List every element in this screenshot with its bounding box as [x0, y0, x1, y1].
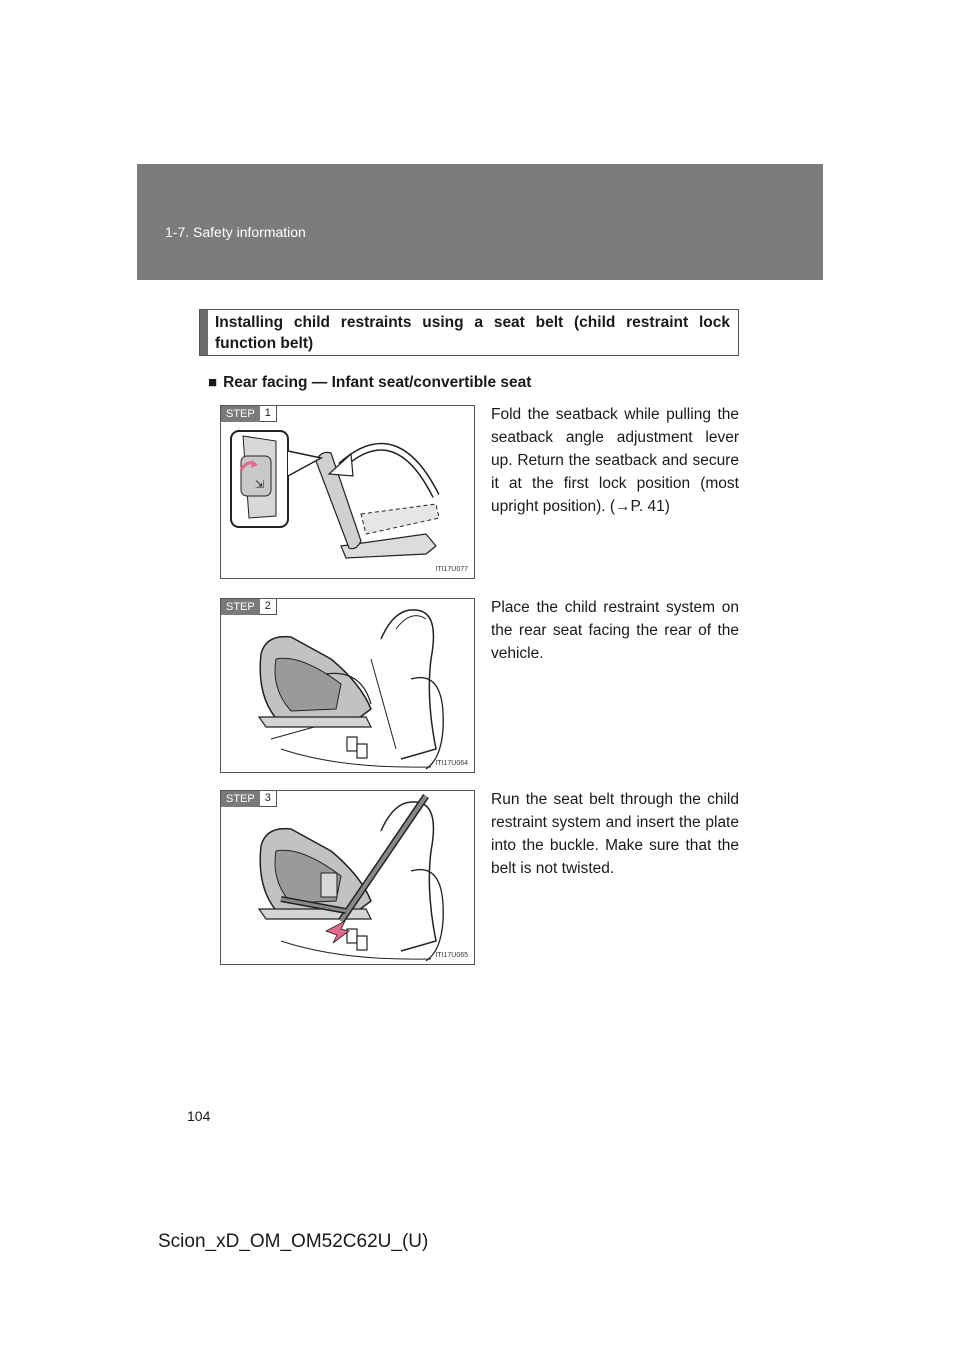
step-number: 2 [260, 599, 277, 615]
step-badge-label: STEP [221, 406, 260, 422]
section-label: 1-7. Safety information [165, 224, 306, 240]
step-badge-label: STEP [221, 791, 260, 807]
step-number: 1 [260, 406, 277, 422]
subheading-text: Rear facing — Infant seat/convertible seat [223, 374, 532, 391]
figure-code: ITI17U065 [435, 952, 468, 959]
step-2-figure [220, 598, 475, 773]
subheading [208, 374, 531, 392]
seat-belt-routing-illustration [221, 791, 474, 964]
section-heading-box [199, 309, 739, 356]
step-1-figure [220, 405, 475, 579]
seatback-fold-illustration [221, 406, 474, 578]
figure-code: ITI17U077 [435, 566, 468, 573]
page-number: 104 [187, 1108, 211, 1124]
document-code: Scion_xD_OM_OM52C62U_(U) [158, 1231, 429, 1252]
svg-text:⇲: ⇲ [255, 478, 265, 491]
step-3-badge [221, 791, 277, 807]
figure-code: ITI17U064 [435, 760, 468, 767]
header-band [137, 164, 823, 280]
heading-accent-bar [200, 310, 208, 355]
step-2-badge [221, 599, 277, 615]
step-number: 3 [260, 791, 277, 807]
square-bullet-icon: ■ [208, 374, 218, 391]
section-heading: Installing child restraints using a seat belt (child restraint lock function belt) [215, 314, 730, 352]
step-3-text: Run the seat belt through the child restraint system and insert the plate into the buckle. Make sure that the belt is not twisted. [491, 791, 739, 877]
step-1-text: Fold the seatback while pulling the seatback angle adjustment lever up. Return the seatback and secure it at the first lock position (most upright position). (→P. 41) [491, 406, 739, 515]
step-badge-label: STEP [221, 599, 260, 615]
child-seat-rear-facing-illustration [221, 599, 474, 772]
step-1-badge [221, 406, 277, 422]
step-3-figure [220, 790, 475, 965]
step-2-text: Place the child restraint system on the rear seat facing the rear of the vehicle. [491, 599, 739, 662]
